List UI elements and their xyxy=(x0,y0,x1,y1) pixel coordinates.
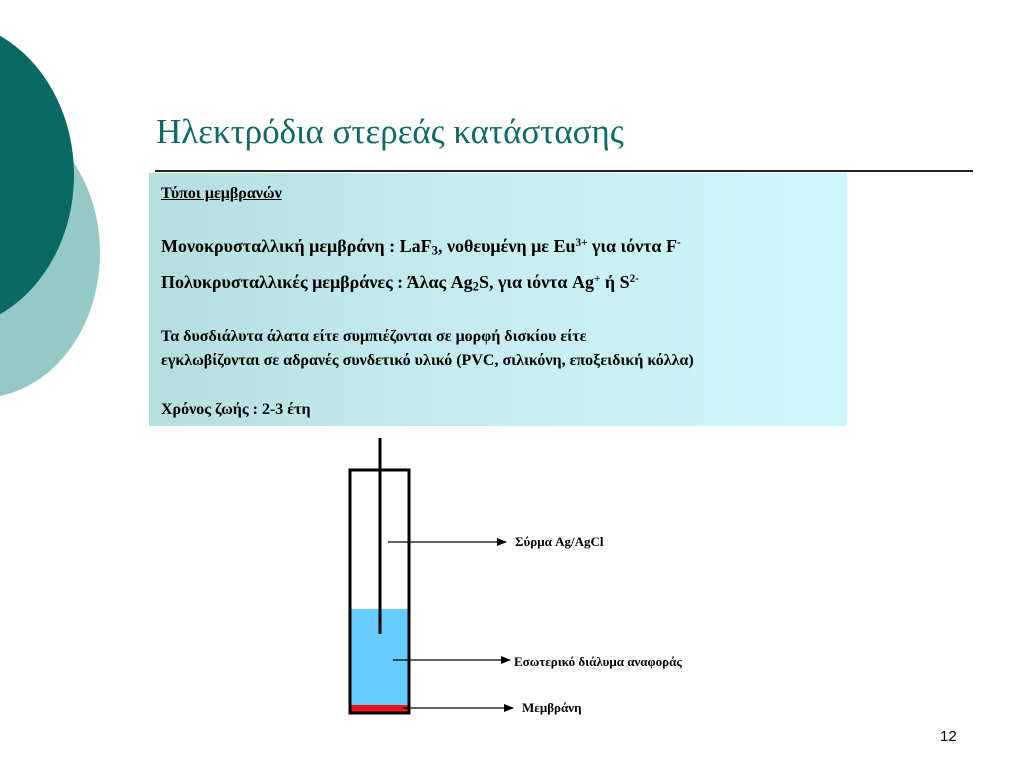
mono-sub-1: 3 xyxy=(431,243,438,258)
poly-text-2: S, για ιόντα Ag xyxy=(478,272,594,292)
wire-label: Σύρμα Ag/AgCl xyxy=(515,534,604,549)
mono-text-1: LaF xyxy=(399,236,432,256)
paragraph-line-1: Τα δυσδιάλυτα άλατα είτε συμπιέζονται σε μορφή δισκίου είτε xyxy=(161,328,587,345)
slide-title: Ηλεκτρόδια στερεάς κατάστασης xyxy=(156,112,624,151)
mono-text-3: για ιόντα F xyxy=(587,236,677,256)
membrane-label: Μεμβράνη xyxy=(522,700,582,715)
poly-sub-1: 2 xyxy=(472,279,479,294)
polycrystalline-label: Πολυκρυσταλλικές μεμβράνες : xyxy=(161,272,404,292)
paragraph-line-2: εγκλωβίζονται σε αδρανές συνδετικό υλικό (PVC, σιλικόνη, εποξειδική κόλλα) xyxy=(161,352,694,369)
poly-sup-1: + xyxy=(593,272,601,285)
panel-heading: Τύποι μεμβρανών xyxy=(161,185,282,202)
poly-text-3: ή S xyxy=(600,272,630,292)
lifetime-line: Χρόνος ζωής : 2-3 έτη xyxy=(161,401,311,418)
poly-sup-2: 2- xyxy=(629,272,639,285)
mono-text-2: , νοθευμένη με Eu xyxy=(437,236,576,256)
mono-sup-2: - xyxy=(676,236,681,249)
monocrystalline-separator: : xyxy=(384,236,400,256)
poly-text-1: Άλας Ag xyxy=(403,272,473,292)
mono-sup-1: 3+ xyxy=(575,236,588,249)
page-number: 12 xyxy=(940,728,957,745)
solution-label: Εσωτερικό διάλυμα αναφοράς xyxy=(514,654,682,669)
monocrystalline-label: Μονοκρυσταλλική μεμβράνη xyxy=(161,236,385,256)
